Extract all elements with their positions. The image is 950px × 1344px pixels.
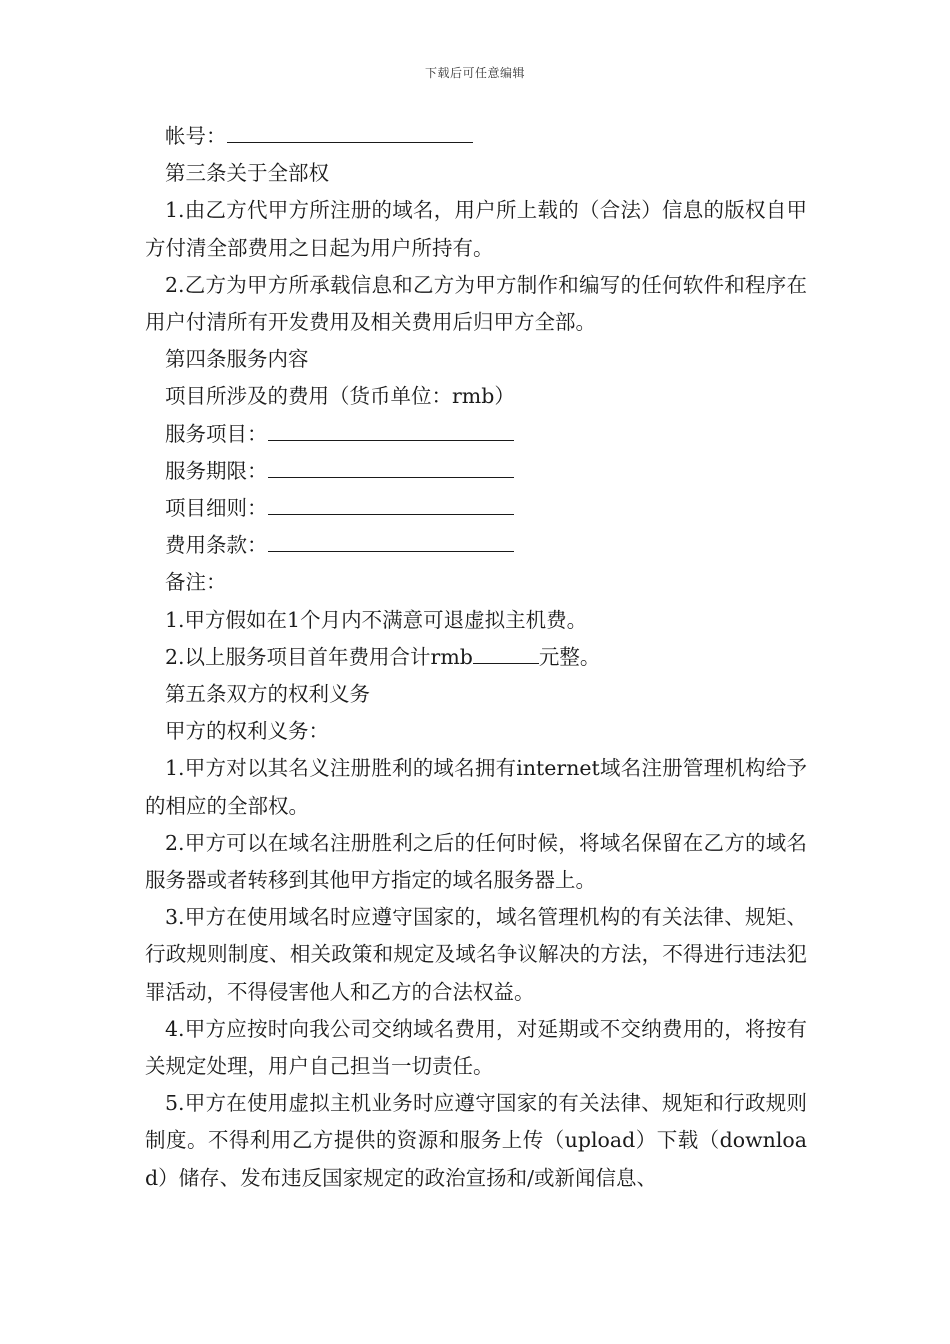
document-body (145, 118, 807, 1197)
page-header-note: 下载后可任意编辑 (424, 66, 525, 80)
total-fee-blank (473, 641, 539, 664)
account-label: 帐号： (165, 124, 227, 148)
account-blank (227, 120, 473, 143)
article3-paragraph-1: 1.由乙方代甲方所注册的域名，用户所上载的（合法）信息的版权自甲方付清全部费用之日起为用户所持有。 (145, 198, 807, 260)
party-a-paragraph-4: 4.甲方应按时向我公司交纳域名费用，对延期或不交纳费用的，将按有关规定处理，用户自己担当一切责任。 (145, 1016, 807, 1079)
fee-terms-label: 费用条款： (165, 533, 268, 558)
fee-intro: 项目所涉及的费用（货币单位：rmb） (165, 384, 515, 409)
fee-terms-blank (268, 529, 514, 552)
party-a-rights-title: 甲方的权利义务： (165, 719, 329, 744)
party-a-paragraph-2: 2.甲方可以在域名注册胜利之后的任何时候，将域名保留在乙方的域名服务器或者转移到其他甲方指定的域名服务器上。 (145, 830, 807, 893)
account-line (145, 118, 807, 155)
remark-2 (145, 639, 807, 676)
service-period-blank (268, 455, 514, 478)
article5-title: 第五条双方的权利义务 (165, 682, 370, 707)
remark-2-suffix: 元整。 (538, 644, 601, 669)
party-a-paragraph-5: 5.甲方在使用虚拟主机业务时应遵守国家的有关法律、规矩和行政规则制度。不得利用乙方提供的资源和服务上传（upload）下载（download）储存、发布违反国家规定的政治宣扬和/或新闻信息、 (145, 1091, 807, 1190)
remark-2-prefix: 2.以上服务项目首年费用合计rmb (165, 644, 473, 669)
party-a-paragraph-3: 3.甲方在使用域名时应遵守国家的，域名管理机构的有关法律、规矩、行政规则制度、相关政策和规定及域名争议解决的方法，不得进行违法犯罪活动，不得侵害他人和乙方的合法权益。 (145, 905, 807, 1004)
fee-terms-line (145, 527, 807, 564)
service-item-blank (268, 418, 514, 441)
item-detail-label: 项目细则： (165, 496, 268, 521)
article3-title: 第三条关于全部权 (165, 161, 329, 186)
item-detail-blank (268, 492, 514, 515)
service-item-label: 服务项目： (165, 421, 268, 446)
item-detail-line (145, 490, 807, 527)
article4-title: 第四条服务内容 (165, 347, 309, 372)
article3-paragraph-2: 2.乙方为甲方所承载信息和乙方为甲方制作和编写的任何软件和程序在用户付清所有开发费用及相关费用后归甲方全部。 (145, 272, 807, 335)
service-period-label: 服务期限： (165, 458, 268, 483)
remarks-label: 备注： (165, 570, 227, 595)
service-item-line (145, 416, 807, 453)
remark-1: 1.甲方假如在1个月内不满意可退虚拟主机费。 (165, 607, 588, 632)
party-a-paragraph-1: 1.甲方对以其名义注册胜利的域名拥有internet域名注册管理机构给予的相应的全部权。 (145, 756, 807, 818)
service-period-line (145, 453, 807, 490)
